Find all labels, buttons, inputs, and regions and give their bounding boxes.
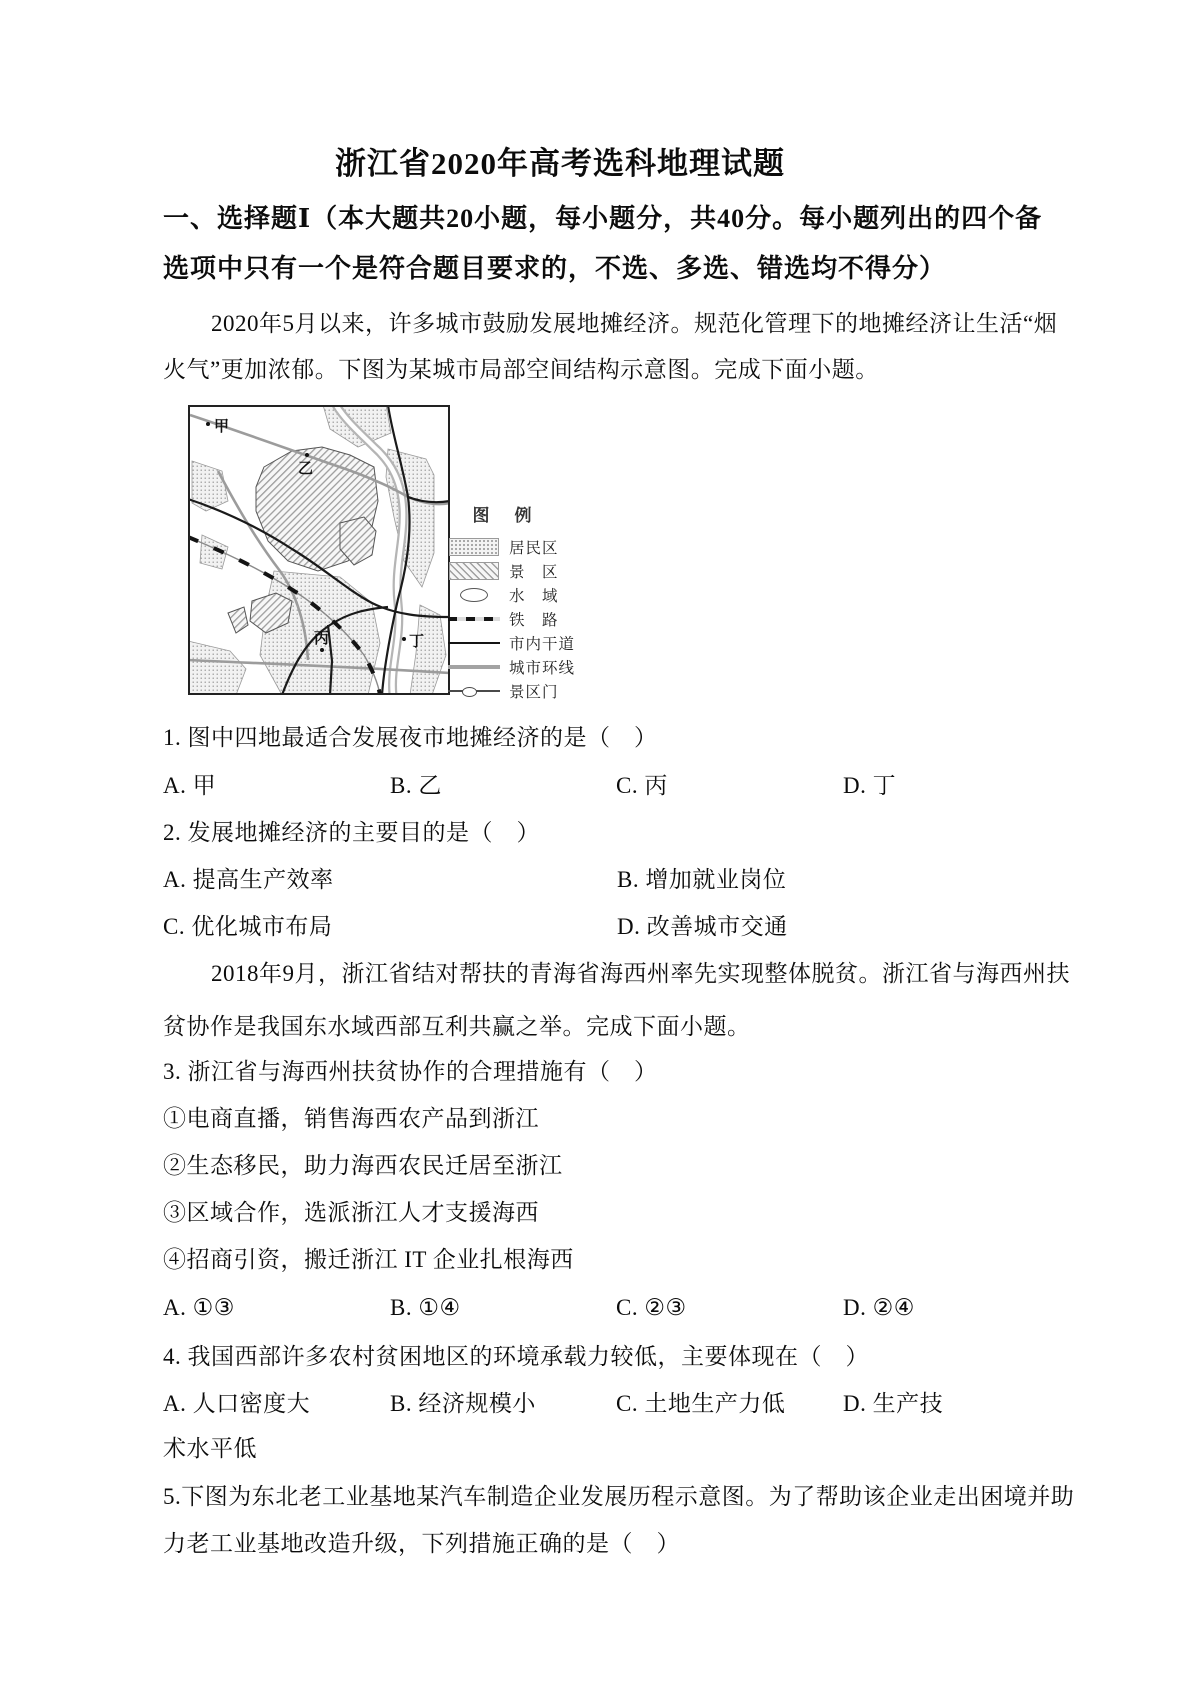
- legend-label: 景区门: [509, 684, 559, 701]
- railway-line-icon: [448, 617, 500, 622]
- intro2-line2: 贫协作是我国东水域西部互利共赢之举。完成下面小题。: [163, 1014, 751, 1039]
- question-1-text: 1. 图中四地最适合发展夜市地摊经济的是（ ）: [163, 725, 658, 750]
- question-2-options-cd: [163, 913, 1063, 942]
- question-5-line2: 力老工业基地改造升级，下列措施正确的是（ ）: [163, 1531, 680, 1556]
- map-label-bing: 丙: [314, 631, 330, 647]
- main-road-line-icon: [448, 642, 500, 645]
- legend-row-railway: [448, 607, 598, 631]
- q2-option-c: C. 优化城市布局: [163, 914, 333, 939]
- section-heading-line2: 选项中只有一个是符合题目要求的，不选、多选、错选均不得分）: [163, 254, 947, 283]
- ring-road-line-icon: [448, 665, 500, 669]
- residential-swatch-icon: [448, 538, 500, 556]
- map-label-jia: 甲: [214, 419, 230, 435]
- legend-label: 景 区: [509, 564, 559, 581]
- q3-item-1: ①电商直播，销售海西农产品到浙江: [163, 1106, 539, 1131]
- water-ellipse-icon: [448, 588, 500, 602]
- city-map-figure: [188, 405, 450, 695]
- q4-option-a: A. 人口密度大: [163, 1391, 311, 1416]
- q3-item-2: ②生态移民，助力海西农民迁居至浙江: [163, 1153, 563, 1178]
- q2-option-d: D. 改善城市交通: [617, 914, 788, 939]
- intro1-line1: 2020年5月以来，许多城市鼓励发展地摊经济。规范化管理下的地摊经济让生活“烟: [211, 311, 1058, 336]
- question-4-text: 4. 我国西部许多农村贫困地区的环境承载力较低，主要体现在（ ）: [163, 1344, 869, 1369]
- section-heading-line1: 一、选择题Ⅰ（本大题共20小题，每小题分，共40分。每小题列出的四个备: [163, 204, 1043, 233]
- q4-option-c: C. 土地生产力低: [616, 1391, 786, 1416]
- page-title: 浙江省2020年高考选科地理试题: [335, 146, 785, 181]
- legend-row-main-road: [448, 631, 598, 655]
- legend-label: 居民区: [509, 540, 559, 557]
- legend-row-ring-road: [448, 655, 598, 679]
- question-5-line1: 5.下图为东北老工业基地某汽车制造企业发展历程示意图。为了帮助该企业走出困境并助: [163, 1484, 1075, 1509]
- question-3-options: [163, 1294, 1063, 1323]
- legend-label: 市内干道: [509, 636, 576, 653]
- legend-label: 水 域: [509, 588, 559, 605]
- q1-option-a: A. 甲: [163, 773, 217, 798]
- map-legend: [448, 501, 598, 703]
- q2-option-b: B. 增加就业岗位: [617, 867, 787, 892]
- city-map-svg: [188, 405, 450, 695]
- intro1-line2: 火气”更加浓郁。下图为某城市局部空间结构示意图。完成下面小题。: [163, 357, 879, 382]
- q3-item-3: ③区域合作，选派浙江人才支援海西: [163, 1200, 539, 1225]
- scenic-swatch-icon: [448, 562, 500, 580]
- q3-option-b: B. ①④: [390, 1295, 461, 1320]
- q2-option-a: A. 提高生产效率: [163, 867, 334, 892]
- scenic-gate-icon: [448, 685, 500, 697]
- q1-option-d: D. 丁: [843, 773, 897, 798]
- map-label-ding: 丁: [409, 634, 425, 650]
- q4-option-d-overflow: 术水平低: [163, 1436, 257, 1461]
- legend-label: 城市环线: [509, 660, 576, 677]
- intro2-line1: 2018年9月，浙江省结对帮扶的青海省海西州率先实现整体脱贫。浙江省与海西州扶: [211, 961, 1070, 986]
- legend-title: 图 例: [472, 506, 536, 525]
- q3-item-4: ④招商引资，搬迁浙江 IT 企业扎根海西: [163, 1247, 574, 1272]
- question-2-options-ab: [163, 866, 1063, 895]
- q4-option-b: B. 经济规模小: [390, 1391, 536, 1416]
- map-label-yi: 乙: [298, 461, 314, 477]
- question-1-options: [163, 772, 1063, 801]
- q3-option-d: D. ②④: [843, 1295, 915, 1320]
- q4-option-d: D. 生产技: [843, 1391, 944, 1416]
- q1-option-b: B. 乙: [390, 773, 442, 798]
- q3-option-a: A. ①③: [163, 1295, 235, 1320]
- question-3-text: 3. 浙江省与海西州扶贫协作的合理措施有（ ）: [163, 1059, 658, 1084]
- question-2-text: 2. 发展地摊经济的主要目的是（ ）: [163, 820, 540, 845]
- legend-row-scenic-gate: [448, 679, 598, 703]
- q1-option-c: C. 丙: [616, 773, 668, 798]
- legend-row-scenic: [448, 559, 598, 583]
- legend-row-residential: [448, 535, 598, 559]
- question-4-options: [163, 1390, 1063, 1419]
- q3-option-c: C. ②③: [616, 1295, 687, 1320]
- legend-row-water: [448, 583, 598, 607]
- legend-label: 铁 路: [509, 612, 559, 629]
